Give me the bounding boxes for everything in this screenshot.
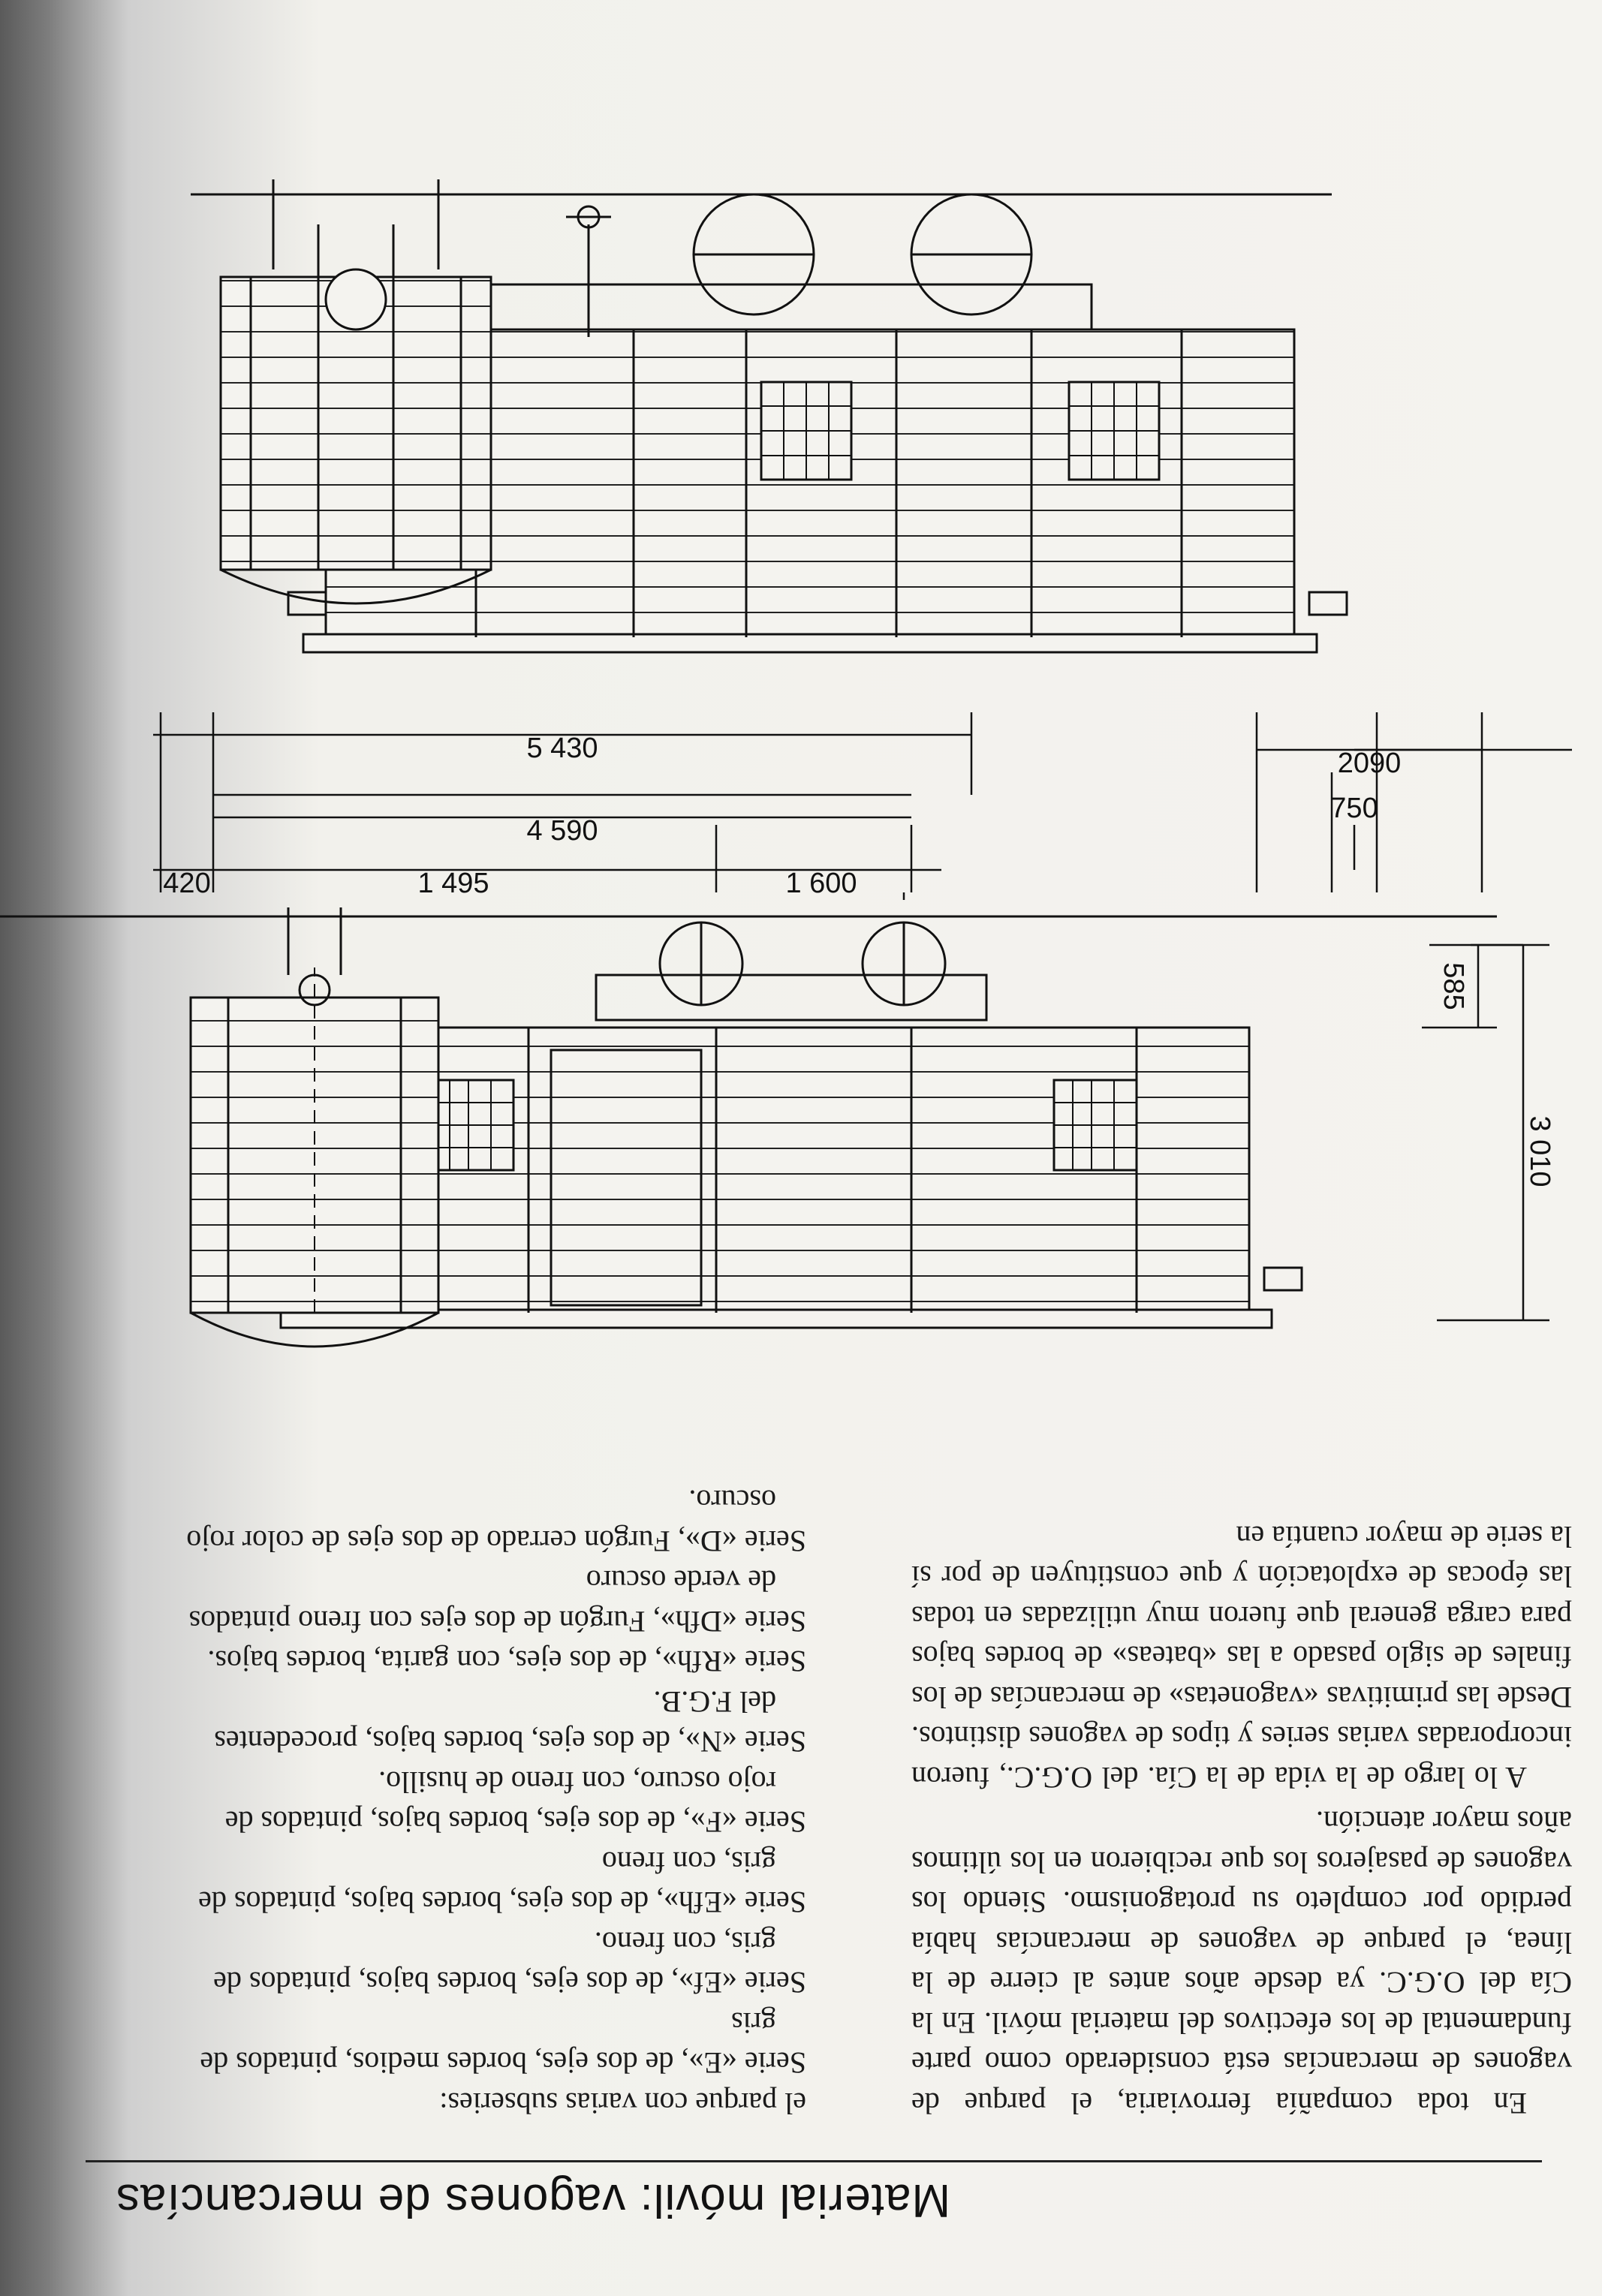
series-name: Serie «Efh», de dos ejes, bordes bajos, pintados de [198,1885,806,1920]
page-title: Material móvil: vagones de mercancías [116,2174,951,2226]
dim-5430: 5 430 [526,733,598,764]
series-name: Serie «N», de dos ejes, bordes bajos, procedentes [214,1725,806,1759]
wagon-end-view-left [191,907,438,1347]
dim-2090: 2090 [1337,748,1402,779]
series-name: Serie «Rfh», de dos ejes, con garita, bordes bajos. [207,1645,806,1679]
series-cont: de verde oscuro [586,1564,776,1599]
dim-750: 750 [1330,793,1378,824]
series-name: Serie «Dfh», Furgón de dos ejes con freno pintados [188,1605,806,1638]
wagon-end-view-right [221,179,491,603]
dim-1495: 1 495 [417,868,489,899]
dim-4590: 4 590 [526,815,598,847]
dim-3010: 3 010 [1524,1115,1555,1187]
dim-585: 585 [1438,962,1469,1010]
series-cont: del F.G.B. [653,1685,776,1719]
series-name: Serie «F», de dos ejes, bordes bajos, pintados de [224,1805,806,1840]
series-intro: el parque con varias subseries: [439,2087,806,2120]
series-cont: oscuro. [688,1484,776,1518]
dim-420: 420 [163,868,211,899]
series-cont: gris [731,2006,776,2040]
paragraph: En toda compañía ferroviaria, el parque de vagones de mercancías está considerado como parte fundamental de los efectivos del material móvil. En la Cía del O.G.C. ya desde años antes al cierre de la línea, el parque de vagones de mercancías había perdido por completo su protagonismo. Siendo los vagones de pasajeros los que recibieron en los últimos años mayor atención. [911,1805,1572,2120]
series-name: Serie «Ef», de dos ejes, bordes bajos, pintados de [213,1966,806,2000]
series-cont: gris, con freno. [594,1926,776,1960]
series-cont: gris, con freno [601,1846,776,1879]
paragraph: A lo largo de la vida de la Cía. del O.G.C., fueron incorporadas varias series y tipos de vagones distintos. Desde las primitivas «vagonetas» de mercancías de los finales de siglo pasado a las «bateas» de bordes bajos para carga general que fueron muy utilizadas en todas las épocas de explotación y que constituyen de por sí la serie de mayor cuantía en [911,1520,1572,1795]
series-name: Serie «D», Furgón cerrado de dos ejes de color rojo [186,1524,806,1558]
dim-1600: 1 600 [785,868,857,899]
series-name: Serie «E», de dos ejes, bordes medios, pintados de [200,2046,806,2081]
width-dimensions [904,712,1572,900]
series-cont: rojo oscuro, con freno de husillo. [378,1765,776,1799]
